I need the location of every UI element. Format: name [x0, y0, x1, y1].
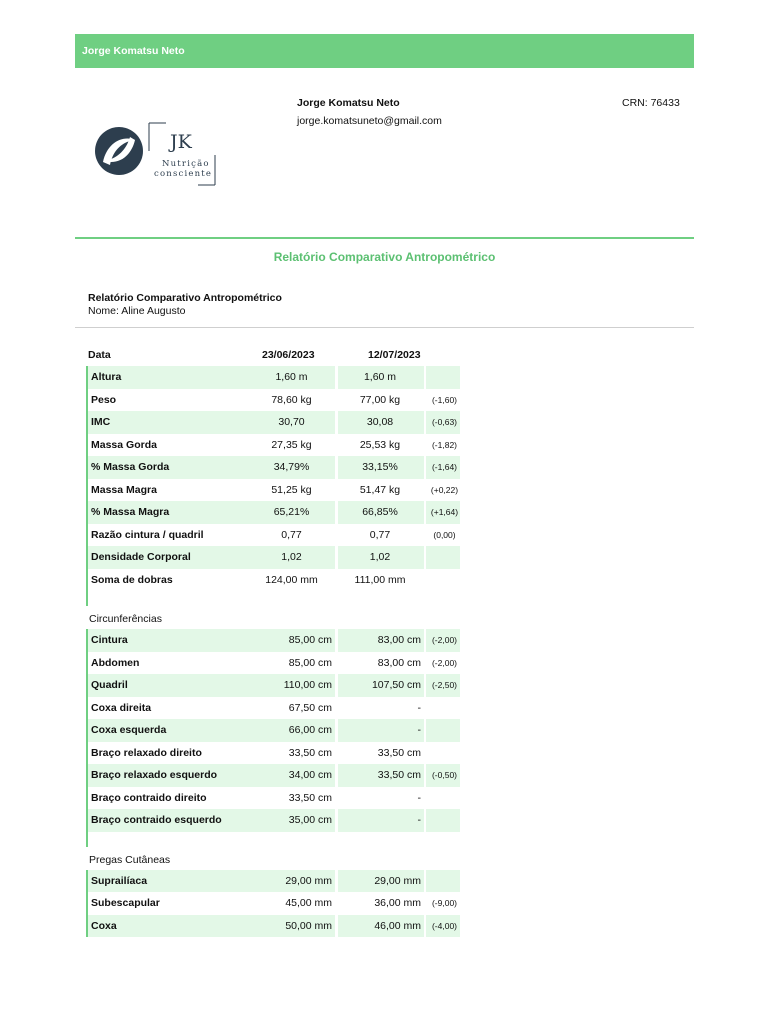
table-row	[86, 892, 460, 915]
table-row	[86, 787, 460, 810]
svg-text:JK: JK	[170, 131, 192, 153]
report-title: Relatório Comparativo Antropométrico	[273, 250, 496, 264]
column-separator	[424, 366, 426, 389]
row-value-date-2: 29,00 mm	[374, 874, 421, 887]
header-bar	[75, 34, 694, 68]
table-row	[86, 674, 460, 697]
row-difference: (-0,63)	[431, 417, 458, 427]
column-separator	[424, 629, 426, 652]
row-value-date-1: 30,70	[278, 416, 305, 428]
column-separator	[335, 719, 338, 742]
row-label: Braço relaxado direito	[91, 746, 202, 759]
table-row	[86, 569, 460, 592]
row-value-date-2: 46,00 mm	[374, 919, 421, 932]
row-label: Braço contraido direito	[91, 791, 207, 804]
professional-email: jorge.komatsuneto@gmail.com	[297, 115, 442, 127]
row-label: Razão cintura / quadril	[91, 528, 204, 541]
table-row	[86, 434, 460, 457]
column-separator	[335, 501, 338, 524]
column-separator	[335, 456, 338, 479]
row-value-date-1: 51,25 kg	[271, 483, 312, 496]
row-spacer	[86, 832, 460, 847]
table-row	[86, 652, 460, 675]
table-row	[86, 501, 460, 524]
table-row	[86, 524, 460, 547]
row-value-date-1: 65,21%	[273, 506, 310, 518]
row-difference: (0,00)	[433, 529, 456, 540]
row-value-date-1: 110,00 cm	[283, 679, 332, 691]
row-value-date-1: 66,00 cm	[288, 724, 332, 736]
column-separator	[424, 411, 426, 434]
row-value-date-1: 29,00 mm	[285, 874, 332, 887]
table-row	[86, 809, 460, 832]
row-value-date-1: 27,35 kg	[271, 438, 312, 451]
row-value-date-2: -	[417, 701, 421, 714]
row-difference: (-1,60)	[431, 394, 458, 405]
table-row	[86, 366, 460, 389]
professional-name: Jorge Komatsu Neto	[297, 97, 400, 109]
row-value-date-1: 33,50 cm	[288, 746, 332, 759]
table-row	[86, 764, 460, 787]
row-value-date-2: 107,50 cm	[371, 679, 421, 691]
table-row	[86, 546, 460, 569]
table-row	[86, 719, 460, 742]
column-separator	[424, 870, 426, 893]
patient-name: Nome: Aline Augusto	[88, 305, 186, 317]
table-row	[86, 479, 460, 502]
row-value-date-2: 111,00 mm	[354, 573, 406, 586]
section-skinfolds	[86, 847, 460, 870]
row-difference: (-4,00)	[431, 920, 458, 931]
row-value-date-2: 83,00 cm	[377, 656, 421, 669]
svg-text:Nutrição: Nutrição	[162, 159, 210, 169]
row-value-date-2: 0,77	[369, 528, 391, 541]
column-separator	[424, 501, 426, 524]
row-label: Coxa direita	[91, 701, 152, 714]
row-value-date-2: 1,60 m	[363, 371, 397, 383]
row-value-date-2: 51,47 kg	[359, 483, 401, 496]
row-difference: (-2,00)	[431, 635, 458, 645]
row-value-date-1: 35,00 cm	[288, 814, 332, 826]
table-row	[86, 456, 460, 479]
row-label: Abdomen	[91, 656, 140, 669]
section-skinfolds-label: Pregas Cutâneas	[89, 853, 171, 866]
row-difference: (-0,50)	[431, 770, 458, 780]
row-spacer	[86, 591, 460, 606]
section-divider	[75, 327, 694, 328]
column-separator	[335, 764, 338, 787]
row-label: Subescapular	[91, 897, 160, 909]
header-date-1: 23/06/2023	[262, 349, 315, 361]
row-label: Peso	[91, 393, 117, 406]
row-value-date-1: 67,50 cm	[288, 701, 332, 714]
title-divider	[75, 237, 694, 239]
row-label: Massa Gorda	[91, 438, 157, 451]
row-value-date-2: -	[417, 724, 421, 736]
column-separator	[335, 870, 338, 893]
row-label: Densidade Corporal	[91, 551, 191, 563]
column-separator	[335, 411, 338, 434]
column-separator	[335, 629, 338, 652]
row-value-date-2: 1,02	[369, 551, 391, 563]
header-bar-title: Jorge Komatsu Neto	[82, 45, 185, 57]
table-row	[86, 697, 460, 720]
row-label: Quadril	[91, 679, 128, 691]
row-value-date-2: -	[417, 814, 421, 826]
row-value-date-2: 66,85%	[362, 506, 398, 518]
row-value-date-1: 34,79%	[273, 461, 310, 473]
row-value-date-1: 78,60 kg	[271, 393, 312, 406]
column-separator	[424, 719, 426, 742]
table-row	[86, 742, 460, 765]
row-value-date-1: 50,00 mm	[285, 919, 332, 932]
column-separator	[335, 546, 338, 569]
row-value-date-1: 1,60 m	[275, 371, 308, 383]
row-value-date-1: 34,00 cm	[288, 769, 332, 781]
row-value-date-2: 25,53 kg	[359, 438, 401, 451]
header-date-label: Data	[88, 349, 111, 361]
column-separator	[335, 809, 338, 832]
row-difference: (+1,64)	[430, 507, 459, 517]
row-value-date-2: 33,50 cm	[377, 746, 421, 759]
row-label: Altura	[91, 371, 122, 383]
row-value-date-1: 45,00 mm	[285, 897, 332, 909]
row-value-date-1: 33,50 cm	[288, 791, 332, 804]
row-value-date-2: -	[417, 791, 421, 804]
table-row	[86, 411, 460, 434]
row-label: % Massa Magra	[91, 506, 170, 518]
header-date-2: 12/07/2023	[368, 349, 421, 361]
column-separator	[335, 674, 338, 697]
row-label: Coxa	[91, 919, 117, 932]
row-value-date-2: 83,00 cm	[377, 634, 421, 646]
row-difference: (+0,22)	[430, 484, 459, 495]
row-value-date-2: 36,00 mm	[374, 897, 421, 909]
row-label: % Massa Gorda	[91, 461, 170, 473]
section-circumferences-label: Circunferências	[89, 613, 162, 625]
table-header-row	[86, 345, 460, 366]
row-value-date-1: 1,02	[281, 551, 302, 563]
column-separator	[424, 674, 426, 697]
row-label: IMC	[91, 416, 111, 428]
column-separator	[424, 456, 426, 479]
row-difference: (-9,00)	[431, 898, 458, 908]
row-label: Soma de dobras	[91, 573, 173, 586]
comparison-table	[86, 345, 460, 937]
section-circumferences	[86, 606, 460, 629]
row-label: Cintura	[91, 634, 128, 646]
row-value-date-1: 124,00 mm	[265, 573, 318, 586]
column-separator	[424, 809, 426, 832]
row-value-date-2: 77,00 kg	[359, 393, 401, 406]
row-label: Massa Magra	[91, 483, 157, 496]
row-value-date-2: 33,50 cm	[377, 769, 421, 781]
row-value-date-1: 85,00 cm	[288, 656, 332, 669]
row-value-date-1: 0,77	[281, 528, 302, 541]
column-separator	[335, 366, 338, 389]
table-row	[86, 915, 460, 938]
table-row	[86, 629, 460, 652]
column-separator	[424, 546, 426, 569]
row-label: Suprailíaca	[91, 874, 148, 887]
row-value-date-2: 33,15%	[362, 461, 398, 473]
row-difference: (-1,82)	[431, 439, 458, 450]
row-value-date-1: 85,00 cm	[288, 634, 332, 646]
jk-nutricao-logo	[94, 121, 224, 189]
report-subtitle: Relatório Comparativo Antropométrico	[88, 292, 282, 304]
professional-crn: CRN: 76433	[622, 97, 680, 109]
row-difference: (-2,50)	[431, 680, 458, 690]
column-separator	[335, 915, 338, 938]
table-row	[86, 870, 460, 893]
column-separator	[424, 915, 426, 938]
row-difference: (-1,64)	[431, 462, 458, 472]
column-separator	[424, 764, 426, 787]
table-row	[86, 389, 460, 412]
svg-text:consciente: consciente	[154, 169, 213, 179]
row-label: Braço contraido esquerdo	[91, 814, 222, 826]
row-value-date-2: 30,08	[366, 416, 394, 428]
row-label: Coxa esquerda	[91, 724, 167, 736]
row-difference: (-2,00)	[431, 657, 458, 668]
row-label: Braço relaxado esquerdo	[91, 769, 218, 781]
